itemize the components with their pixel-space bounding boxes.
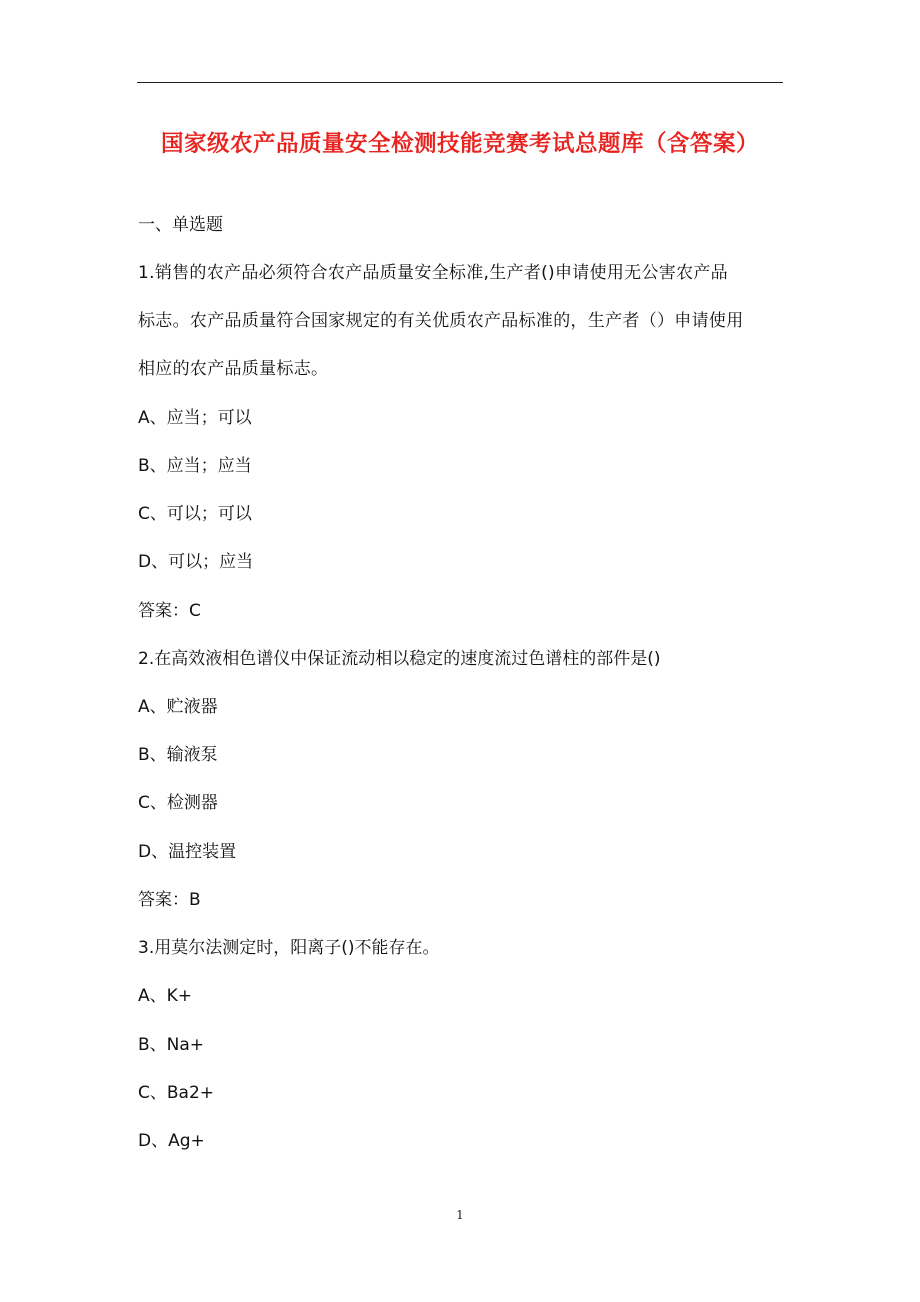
question-2-option-b: B、输液泵 bbox=[138, 745, 218, 765]
question-1-answer: 答案：C bbox=[138, 601, 201, 621]
page-number: 1 bbox=[456, 1208, 464, 1222]
question-3-option-a: A、K+ bbox=[138, 986, 193, 1006]
question-2-option-c: C、检测器 bbox=[138, 793, 218, 813]
question-3-option-b: B、Na+ bbox=[138, 1035, 205, 1055]
document-title: 国家级农产品质量安全检测技能竞赛考试总题库（含答案） bbox=[160, 131, 759, 157]
question-1-option-c: C、可以；可以 bbox=[138, 504, 252, 524]
question-1-option-d: D、可以；应当 bbox=[138, 552, 254, 572]
question-3-stem: 3.用莫尔法测定时，阳离子()不能存在。 bbox=[138, 938, 440, 958]
question-2-stem: 2.在高效液相色谱仪中保证流动相以稳定的速度流过色谱柱的部件是() bbox=[138, 649, 661, 669]
question-1-option-a: A、应当；可以 bbox=[138, 408, 252, 428]
section-heading: 一、单选题 bbox=[138, 215, 223, 235]
question-1-stem-line-3: 相应的农产品质量标志。 bbox=[138, 359, 329, 379]
question-3-option-c: C、Ba2+ bbox=[138, 1083, 215, 1103]
question-2-option-a: A、贮液器 bbox=[138, 697, 218, 717]
question-2-option-d: D、温控装置 bbox=[138, 842, 237, 862]
question-1-stem-line-2: 标志。农产品质量符合国家规定的有关优质农产品标准的，生产者（）申请使用 bbox=[138, 311, 744, 331]
question-3-option-d: D、Ag+ bbox=[138, 1131, 205, 1151]
question-1-stem-line-1: 1.销售的农产品必须符合农产品质量安全标准,生产者()申请使用无公害农产品 bbox=[138, 263, 728, 283]
question-2-answer: 答案：B bbox=[138, 890, 201, 910]
header-rule bbox=[137, 82, 783, 83]
question-1-option-b: B、应当；应当 bbox=[138, 456, 252, 476]
